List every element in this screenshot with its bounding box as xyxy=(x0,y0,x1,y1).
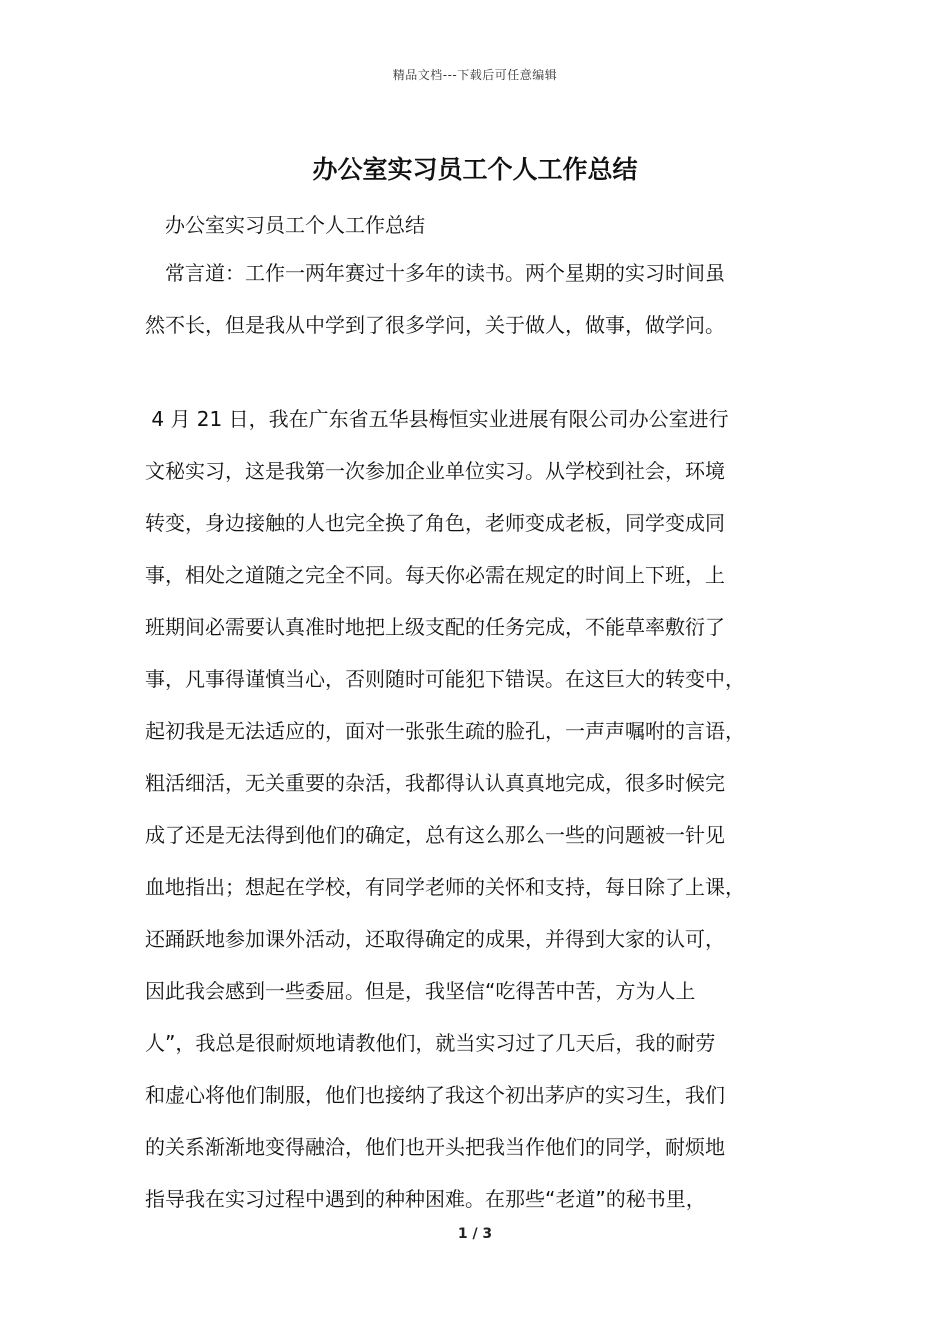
header-note: 精品文档---下载后可任意编辑 xyxy=(392,68,558,82)
text-line: 4 月 21 日，我在广东省五华县梅恒实业进展有限公司办公室进行 xyxy=(145,407,729,431)
text-line: 成了还是无法得到他们的确定，总有这么那么一些的问题被一针见 xyxy=(145,823,725,847)
text-line: 和虚心将他们制服，他们也接纳了我这个初出茅庐的实习生，我们 xyxy=(145,1083,725,1107)
text-line: 起初我是无法适应的，面对一张张生疏的脸孔，一声声嘱咐的言语， xyxy=(145,719,745,743)
text-line: 文秘实习，这是我第一次参加企业单位实习。从学校到社会，环境 xyxy=(145,459,725,483)
text-line: 还踊跃地参加课外活动，还取得确定的成果，并得到大家的认可， xyxy=(145,927,725,951)
text-line: 班期间必需要认真准时地把上级支配的任务完成，不能草率敷衍了 xyxy=(145,615,725,639)
page-number: 1 / 3 xyxy=(457,1226,493,1242)
paragraph-body xyxy=(145,393,835,1225)
text-line: 转变，身边接触的人也完全换了角色，老师变成老板，同学变成同 xyxy=(145,511,725,535)
text-line: 指导我在实习过程中遇到的种种困难。在那些“老道”的秘书里， xyxy=(145,1187,706,1211)
text-line: 血地指出；想起在学校，有同学老师的关怀和支持，每日除了上课， xyxy=(145,875,745,899)
text-line: 人”，我总是很耐烦地请教他们，就当实习过了几天后，我的耐劳 xyxy=(145,1031,716,1055)
document-subtitle: 办公室实习员工个人工作总结 xyxy=(165,213,425,237)
text-line: 因此我会感到一些委屈。但是，我坚信“吃得苦中苦，方为人上 xyxy=(145,979,696,1003)
text-line: 然不长，但是我从中学到了很多学问，关于做人，做事，做学问。 xyxy=(145,313,725,337)
text-line: 的关系渐渐地变得融洽，他们也开头把我当作他们的同学，耐烦地 xyxy=(145,1135,725,1159)
paragraph-intro xyxy=(145,247,835,351)
text-line: 事，相处之道随之完全不同。每天你必需在规定的时间上下班，上 xyxy=(145,563,725,587)
text-line: 粗活细活，无关重要的杂活，我都得认认真真地完成，很多时候完 xyxy=(145,771,725,795)
text-line: 常言道：工作一两年赛过十多年的读书。两个星期的实习时间虽 xyxy=(145,261,725,285)
document-title: 办公室实习员工个人工作总结 xyxy=(312,155,638,184)
text-line: 事，凡事得谨慎当心，否则随时可能犯下错误。在这巨大的转变中， xyxy=(145,667,745,691)
